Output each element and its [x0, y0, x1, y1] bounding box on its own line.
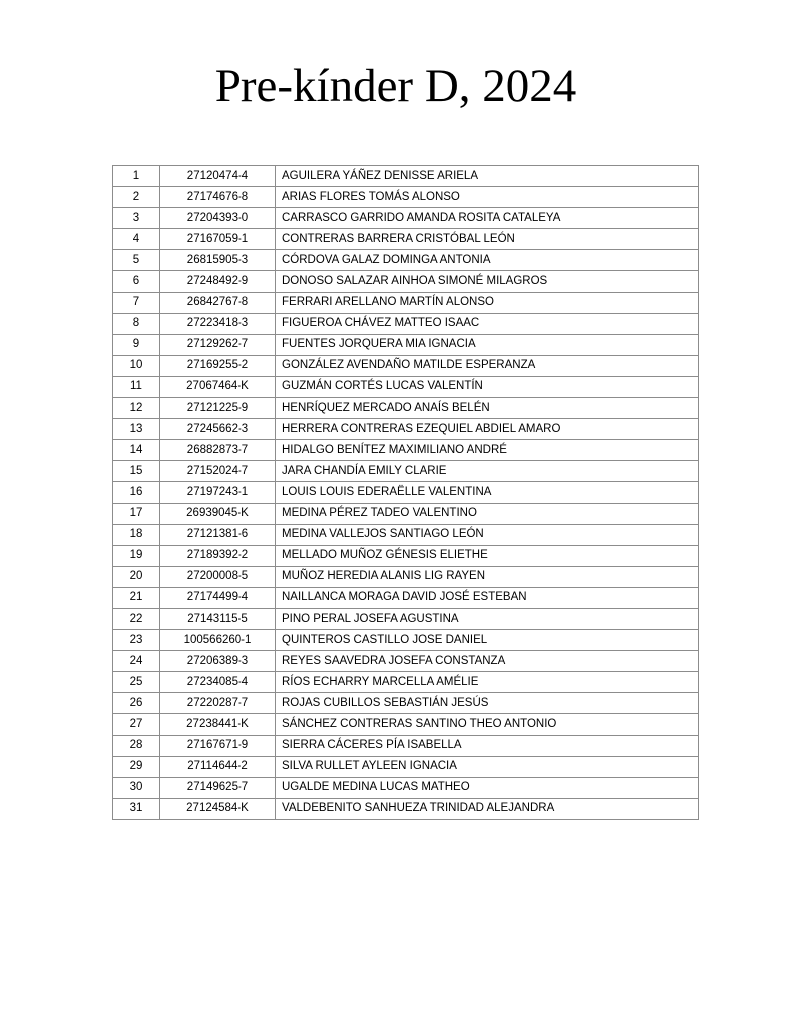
table-row	[113, 777, 699, 798]
student-name: VALDEBENITO SANHUEZA TRINIDAD ALEJANDRA	[276, 798, 699, 819]
student-rut: 27121225-9	[160, 398, 276, 419]
student-number: 26	[113, 693, 160, 714]
table-row	[113, 524, 699, 545]
student-number: 24	[113, 651, 160, 672]
student-rut: 27149625-7	[160, 777, 276, 798]
student-rut: 27167671-9	[160, 735, 276, 756]
student-name: JARA CHANDÍA EMILY CLARIE	[276, 461, 699, 482]
student-number: 2	[113, 187, 160, 208]
student-name: HIDALGO BENÍTEZ MAXIMILIANO ANDRÉ	[276, 440, 699, 461]
table-row	[113, 229, 699, 250]
table-row	[113, 482, 699, 503]
table-row	[113, 735, 699, 756]
student-rut: 27114644-2	[160, 756, 276, 777]
student-name: FIGUEROA CHÁVEZ MATTEO ISAAC	[276, 313, 699, 334]
table-row	[113, 756, 699, 777]
student-rut: 27167059-1	[160, 229, 276, 250]
table-row	[113, 334, 699, 355]
table-row	[113, 313, 699, 334]
student-rut: 27200008-5	[160, 566, 276, 587]
student-rut: 27206389-3	[160, 651, 276, 672]
student-name: CÓRDOVA GALAZ DOMINGA ANTONIA	[276, 250, 699, 271]
student-name: DONOSO SALAZAR AINHOA SIMONÉ MILAGROS	[276, 271, 699, 292]
student-rut: 27067464-K	[160, 376, 276, 397]
table-row	[113, 271, 699, 292]
student-rut: 27238441-K	[160, 714, 276, 735]
student-rut: 27245662-3	[160, 419, 276, 440]
student-number: 9	[113, 334, 160, 355]
table-row	[113, 376, 699, 397]
student-rut: 26815905-3	[160, 250, 276, 271]
student-name: GONZÁLEZ AVENDAÑO MATILDE ESPERANZA	[276, 355, 699, 376]
student-rut: 27143115-5	[160, 608, 276, 629]
student-name: SIERRA CÁCERES PÍA ISABELLA	[276, 735, 699, 756]
student-rut: 27152024-7	[160, 461, 276, 482]
student-number: 7	[113, 292, 160, 313]
student-rut: 27120474-4	[160, 166, 276, 187]
student-rut: 26842767-8	[160, 292, 276, 313]
student-name: MEDINA PÉREZ TADEO VALENTINO	[276, 503, 699, 524]
student-rut: 27174499-4	[160, 587, 276, 608]
student-rut: 27121381-6	[160, 524, 276, 545]
student-number: 1	[113, 166, 160, 187]
student-name: PINO PERAL JOSEFA AGUSTINA	[276, 608, 699, 629]
student-name: FERRARI ARELLANO MARTÍN ALONSO	[276, 292, 699, 313]
roster-body	[113, 166, 699, 820]
student-name: FUENTES JORQUERA MIA IGNACIA	[276, 334, 699, 355]
table-row	[113, 651, 699, 672]
table-row	[113, 292, 699, 313]
student-number: 11	[113, 376, 160, 397]
student-number: 28	[113, 735, 160, 756]
student-number: 29	[113, 756, 160, 777]
table-row	[113, 714, 699, 735]
table-row	[113, 587, 699, 608]
student-name: RÍOS ECHARRY MARCELLA AMÉLIE	[276, 672, 699, 693]
student-number: 23	[113, 630, 160, 651]
student-number: 17	[113, 503, 160, 524]
student-name: QUINTEROS CASTILLO JOSE DANIEL	[276, 630, 699, 651]
student-rut: 26939045-K	[160, 503, 276, 524]
student-number: 3	[113, 208, 160, 229]
student-number: 19	[113, 545, 160, 566]
table-row	[113, 440, 699, 461]
student-name: ROJAS CUBILLOS SEBASTIÁN JESÚS	[276, 693, 699, 714]
student-number: 20	[113, 566, 160, 587]
student-rut: 27220287-7	[160, 693, 276, 714]
student-name: UGALDE MEDINA LUCAS MATHEO	[276, 777, 699, 798]
student-name: CONTRERAS BARRERA CRISTÓBAL LEÓN	[276, 229, 699, 250]
student-rut: 27248492-9	[160, 271, 276, 292]
student-name: HENRÍQUEZ MERCADO ANAÍS BELÉN	[276, 398, 699, 419]
student-name: SÁNCHEZ CONTRERAS SANTINO THEO ANTONIO	[276, 714, 699, 735]
student-name: MUÑOZ HEREDIA ALANIS LIG RAYEN	[276, 566, 699, 587]
student-number: 15	[113, 461, 160, 482]
student-number: 14	[113, 440, 160, 461]
student-number: 4	[113, 229, 160, 250]
student-number: 6	[113, 271, 160, 292]
student-number: 25	[113, 672, 160, 693]
student-number: 13	[113, 419, 160, 440]
student-rut: 27124584-K	[160, 798, 276, 819]
student-name: MELLADO MUÑOZ GÉNESIS ELIETHE	[276, 545, 699, 566]
student-rut: 27129262-7	[160, 334, 276, 355]
student-rut: 27189392-2	[160, 545, 276, 566]
student-name: HERRERA CONTRERAS EZEQUIEL ABDIEL AMARO	[276, 419, 699, 440]
student-rut: 27204393-0	[160, 208, 276, 229]
student-number: 27	[113, 714, 160, 735]
table-row	[113, 672, 699, 693]
student-name: SILVA RULLET AYLEEN IGNACIA	[276, 756, 699, 777]
table-row	[113, 461, 699, 482]
student-name: CARRASCO GARRIDO AMANDA ROSITA CATALEYA	[276, 208, 699, 229]
table-row	[113, 630, 699, 651]
student-name: GUZMÁN CORTÉS LUCAS VALENTÍN	[276, 376, 699, 397]
table-row	[113, 693, 699, 714]
student-rut: 27169255-2	[160, 355, 276, 376]
student-number: 16	[113, 482, 160, 503]
student-name: ARIAS FLORES TOMÁS ALONSO	[276, 187, 699, 208]
page-title: Pre-kínder D, 2024	[214, 60, 577, 112]
student-rut: 27197243-1	[160, 482, 276, 503]
student-rut: 27223418-3	[160, 313, 276, 334]
table-row	[113, 398, 699, 419]
student-rut: 100566260-1	[160, 630, 276, 651]
table-row	[113, 503, 699, 524]
student-number: 12	[113, 398, 160, 419]
student-number: 30	[113, 777, 160, 798]
student-name: REYES SAAVEDRA JOSEFA CONSTANZA	[276, 651, 699, 672]
student-name: NAILLANCA MORAGA DAVID JOSÉ ESTEBAN	[276, 587, 699, 608]
student-number: 21	[113, 587, 160, 608]
table-row	[113, 208, 699, 229]
student-name: MEDINA VALLEJOS SANTIAGO LEÓN	[276, 524, 699, 545]
table-row	[113, 166, 699, 187]
student-number: 18	[113, 524, 160, 545]
student-number: 8	[113, 313, 160, 334]
student-roster-table	[112, 165, 699, 820]
table-row	[113, 355, 699, 376]
table-row	[113, 187, 699, 208]
student-name: AGUILERA YÁÑEZ DENISSE ARIELA	[276, 166, 699, 187]
table-row	[113, 250, 699, 271]
student-number: 5	[113, 250, 160, 271]
table-row	[113, 798, 699, 819]
table-row	[113, 566, 699, 587]
table-row	[113, 608, 699, 629]
student-rut: 26882873-7	[160, 440, 276, 461]
student-number: 31	[113, 798, 160, 819]
student-number: 22	[113, 608, 160, 629]
student-name: LOUIS LOUIS EDERAËLLE VALENTINA	[276, 482, 699, 503]
table-row	[113, 545, 699, 566]
table-row	[113, 419, 699, 440]
student-number: 10	[113, 355, 160, 376]
student-rut: 27174676-8	[160, 187, 276, 208]
student-rut: 27234085-4	[160, 672, 276, 693]
